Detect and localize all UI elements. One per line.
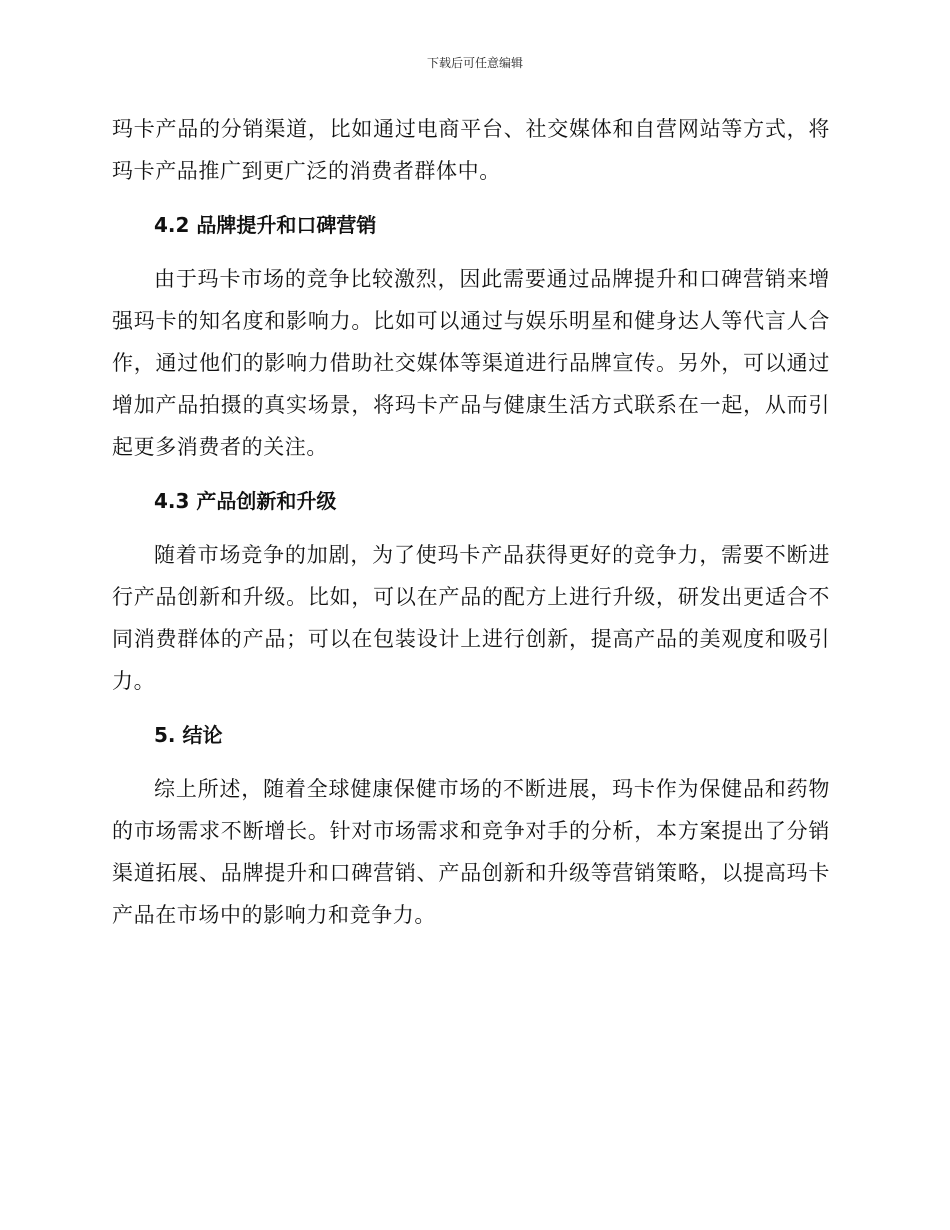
document-body: [112, 108, 830, 936]
page-header: 下载后可任意编辑: [426, 56, 523, 70]
paragraph-conclusion: 综上所述，随着全球健康保健市场的不断进展，玛卡作为保健品和药物的市场需求不断增长。针对市场需求和竞争对手的分析，本方案提出了分销渠道拓展、品牌提升和口碑营销、产品创新和升级等营销策略，以提高玛卡产品在市场中的影响力和竞争力。: [112, 777, 830, 927]
paragraph-product-innovation: 随着市场竞争的加剧，为了使玛卡产品获得更好的竞争力，需要不断进行产品创新和升级。比如，可以在产品的配方上进行升级，研发出更适合不同消费群体的产品；可以在包装设计上进行创新，提高产品的美观度和吸引力。: [112, 543, 830, 693]
paragraph-brand-promotion: 由于玛卡市场的竞争比较激烈，因此需要通过品牌提升和口碑营销来增强玛卡的知名度和影响力。比如可以通过与娱乐明星和健身达人等代言人合作，通过他们的影响力借助社交媒体等渠道进行品牌宣传。另外，可以通过增加产品拍摄的真实场景，将玛卡产品与健康生活方式联系在一起，从而引起更多消费者的关注。: [112, 267, 830, 459]
section-heading-4-3: 4.3 产品创新和升级: [154, 489, 337, 513]
section-heading-5: 5. 结论: [154, 723, 223, 747]
paragraph-distribution-continued: 玛卡产品的分销渠道，比如通过电商平台、社交媒体和自营网站等方式，将玛卡产品推广到更广泛的消费者群体中。: [112, 117, 830, 183]
section-heading-4-2: 4.2 品牌提升和口碑营销: [154, 213, 377, 237]
